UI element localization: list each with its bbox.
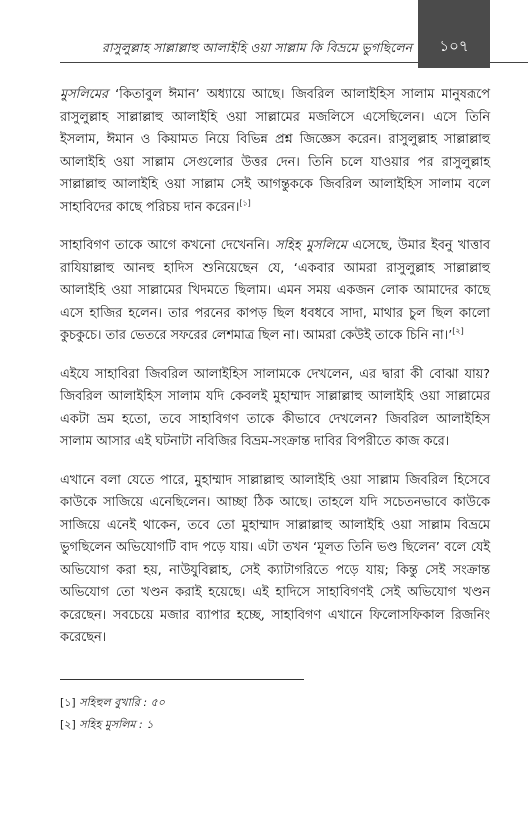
paragraph — [60, 84, 490, 219]
footnote-marker: [২] — [60, 718, 76, 731]
paragraph — [60, 470, 490, 650]
text-span: এসেছে, উমার ইবনু খাত্তাব রাযিয়াল্লাহু আনহু হাদিস শুনিয়েছেন যে, ‘একবার আমরা রাসুলুল্লাহ সাল্লাল্লাহু আলাইহি ওয়া সাল্লামের খিদমতে ছিলাম। এমন সময় একজন লোক আমাদের কাছে এসে হাজির হলেন। তার পরনের কাপড় ছিল ধবধবে সাদা, মাথার চুল ছিল কালো কুচকুচে। তার ভেতরে সফরের লেশমাত্র ছিল না। আমরা কেউই তাকে চিনি না।’ — [60, 238, 490, 343]
footnote-source: সহিহ মুসলিম : ১ — [79, 718, 154, 731]
footnote-ref[interactable]: [১] — [239, 198, 251, 208]
footnote-ref[interactable]: [২] — [452, 326, 464, 336]
footnote-source: সহিহুল বুখারি : ৫০ — [79, 696, 165, 709]
page-number: ১০৭ — [439, 37, 469, 55]
text-span: এইযে সাহাবিরা জিবরিল আলাইহিস সালামকে দেখলেন, এর দ্বারা কী বোঝা যায়? জিবরিল আলাইহিস সালাম যদি কেবলই মুহাম্মাদ সাল্লাল্লাহু আলাইহি ওয়া সাল্লামের একটা ভ্রম হতো, তবে সাহাবিগণ তাকে কীভাবে দেখলেন? জিবরিল আলাইহিস সালাম আসার এই ঘটনাটা নবিজির বিভ্রম-সংক্রান্ত দাবির বিপরীতে কাজ করে। — [60, 366, 490, 449]
text-span: এখানে বলা যেতে পারে, মুহাম্মাদ সাল্লাল্লাহু আলাইহি ওয়া সাল্লাম জিবরিল হিসেবে কাউকে সাজিয়ে এনেছিলেন। আচ্ছা ঠিক আছে। তাহলে যদি সচেতনভাবে কাউকে সাজিয়ে এনেই থাকেন, তবে তো মুহাম্মাদ সাল্লাল্লাহু আলাইহি ওয়া সাল্লাম বিভ্রমে ভুগছিলেন অভিযোগটি বাদ পড়ে যায়। এটা তখন ‘মূলত তিনি ভণ্ড ছিলেন’ বলে যেই অভিযোগ করা হয়, নাউযুবিল্লাহ, সেই ক্যাটাগরিতে পড়ে যায়; কিন্তু সেই সংক্রান্ত অভিযোগ তো খণ্ডন করাই হয়েছে। এই হাদিসে সাহাবিগণই সেই অভিযোগ খণ্ডন করেছেন। সবচেয়ে মজার ব্যাপার হচ্ছে, সাহাবিগণ এখানে ফিলোসফিকাল রিজনিং করেছেন। — [60, 472, 490, 645]
running-title: রাসুলুল্লাহ সাল্লাল্লাহু আলাইহি ওয়া সাল্লাম কি বিভ্রমে ভুগছিলেন — [101, 40, 412, 55]
book-title: সহিহ মুসলিমে — [274, 238, 347, 253]
paragraph — [60, 364, 490, 454]
paragraph — [60, 235, 490, 348]
footnote-marker: [১] — [60, 696, 76, 709]
book-title: মুসলিমের — [60, 87, 109, 102]
footnote-divider — [60, 679, 304, 680]
text-span: ‘কিতাবুল ঈমান’ অধ্যায়ে আছে। জিবরিল আলাইহিস সালাম মানুষরূপে রাসুলুল্লাহ সাল্লাল্লাহু আলাইহি ওয়া সাল্লামের মজলিসে এসেছিলেন। এসে তিনি ইসলাম, ঈমান ও কিয়ামত নিয়ে বিভিন্ন প্রশ্ন জিজ্ঞেস করেন। রাসুলুল্লাহ সাল্লাল্লাহু আলাইহি ওয়া সাল্লাম সেগুলোর উত্তর দেন। তিনি চলে যাওয়ার পর রাসুলুল্লাহ সাল্লাল্লাহু আলাইহি ওয়া সাল্লাম সেই আগন্তুককে জিবরিল আলাইহিস সালাম বলে সাহাবিদের কাছে পরিচয় দান করেন। — [60, 87, 490, 215]
footnote — [60, 714, 165, 736]
footnote — [60, 692, 165, 714]
text-span: সাহাবিগণ তাকে আগে কখনো দেখেননি। — [60, 238, 275, 253]
footnotes — [60, 692, 165, 736]
page-number-tab — [418, 0, 490, 68]
page-header — [0, 0, 528, 70]
body-text — [60, 84, 490, 666]
